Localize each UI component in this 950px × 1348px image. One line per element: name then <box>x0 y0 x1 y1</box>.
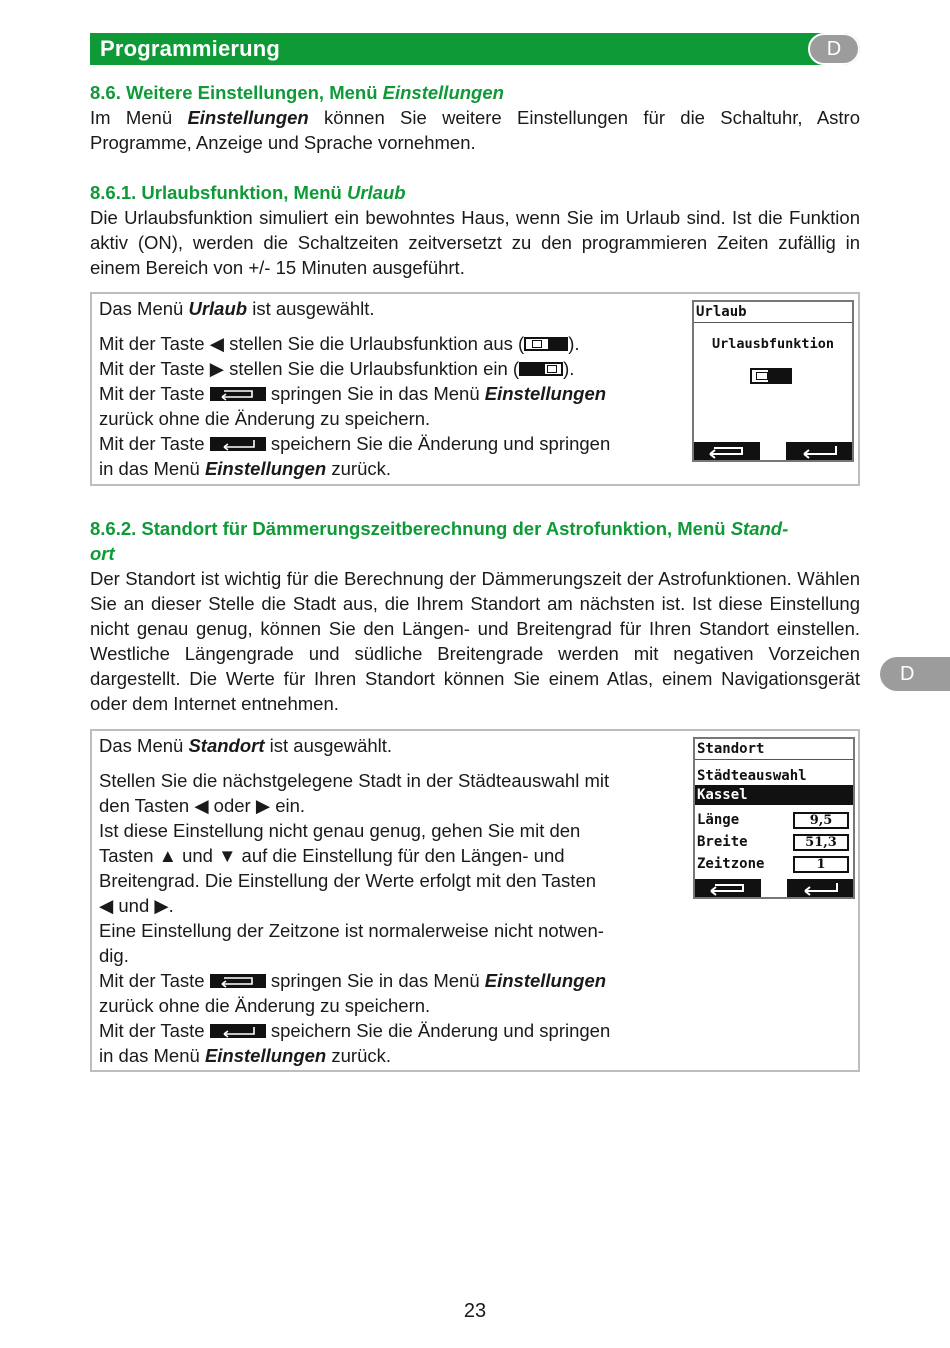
section-heading: 8.6. Weitere Einstellungen, Menü Einstellungen <box>90 82 504 103</box>
instruction-text: Das Menü Standort ist ausgewählt. Stellen Sie die nächstgelegene Stadt in der Städteauswahl mit den Tasten ◀ oder ▶ ein. Ist diese Einstellung nicht genau genug, gehen Sie mit den Tasten ▲ und ▼ auf die Einstellung für den Längen- und Breitengrad. Die Einstellung der Werte erfolgt mit den Tasten ◀ und ▶. Eine Einstellung der Zeitzone ist normalerweise nicht notwen- dig. Mit der Taste springen Sie in das Menü Einstellungen zurück ohne die Änderung zu speichern. Mit der Taste speichern Sie die Änderung und springen in das Menü Einstellungen zurück. <box>99 735 611 1066</box>
language-badge: D <box>808 33 860 65</box>
chapter-header <box>90 33 860 65</box>
language-side-tab: D <box>880 657 950 691</box>
lcd-standort-screen <box>693 737 855 899</box>
back-key-icon <box>210 387 266 401</box>
switch-on-icon <box>519 362 563 376</box>
lcd-value-zeitzone: 1 <box>793 856 849 873</box>
lcd-back-button <box>695 879 761 897</box>
lcd-title: Standort <box>695 739 853 760</box>
section-body: Der Standort ist wichtig für die Berechnung der Dämmerungszeit der Astrofunktionen. Wählen Sie an dieser Stelle die Stadt aus, die Ihrem Standort am nächsten ist. Ist diese Einstellung nicht genau genug, können Sie den Längen- und Breitengrad für Ihren Standort einstellen. Westliche Längengrade und südliche Breitengrade werden mit negativen Vorzeichen dargestellt. Die Werte für Ihren Standort können Sie einem Atlas, einem Navigationsgerät oder dem Internet entnehmen. <box>90 568 860 714</box>
lcd-back-button <box>694 442 760 460</box>
lcd-row-zeitzone: Zeitzone 1 <box>695 853 853 875</box>
chapter-title: Programmierung <box>100 36 281 61</box>
lcd-row-city-selected: Kassel <box>695 785 853 805</box>
section-body: Die Urlaubsfunktion simuliert ein bewohntes Haus, wenn Sie im Urlaub sind. Ist die Funktion aktiv (ON), werden die Schaltzeiten zeitversetzt zu den programmieren Zeiten zufällig in einem Bereich von +/- 15 Minuten ausgeführt. <box>90 207 860 278</box>
section-body: Im Menü Einstellungen können Sie weitere Einstellungen für die Schaltuhr, Astro Programme, Anzeige und Sprache vornehmen. <box>90 107 861 153</box>
instruction-box-standort <box>90 729 860 1072</box>
lcd-enter-button <box>786 442 852 460</box>
back-key-icon <box>210 974 266 988</box>
section-heading: 8.6.2. Standort für Dämmerungszeitberechnung der Astrofunktion, Menü Stand- ort <box>90 518 789 564</box>
lcd-enter-button <box>787 879 853 897</box>
section-8-6-1 <box>90 180 860 280</box>
enter-key-icon <box>210 437 266 451</box>
section-8-6-2 <box>90 516 860 716</box>
instruction-box-urlaub <box>90 292 860 486</box>
lcd-label: Urlausbfunktion <box>712 336 834 352</box>
section-8-6 <box>90 80 860 155</box>
lcd-row-breite: Breite 51,3 <box>695 831 853 853</box>
lcd-value-laenge: 9,5 <box>793 812 849 829</box>
lcd-row-laenge: Länge 9,5 <box>695 809 853 831</box>
lcd-switch-off-icon <box>750 368 792 384</box>
switch-off-icon <box>524 337 568 351</box>
instruction-text: Das Menü Urlaub ist ausgewählt. Mit der Taste ◀ stellen Sie die Urlaubsfunktion aus ( ). Mit der Taste ▶ stellen Sie die Urlaubsfunktion ein ( ). Mit der Taste springen Sie in das Menü Einstellungen zurück ohne die Änderung zu speichern. Mit der Taste speichern Sie die Änderung und springen in das Menü Einstellungen zurück. <box>99 298 611 479</box>
lcd-title: Urlaub <box>694 302 852 323</box>
lcd-urlaub-screen <box>692 300 854 462</box>
lcd-row-city-label: Städteauswahl <box>697 768 807 784</box>
section-heading: 8.6.1. Urlaubsfunktion, Menü Urlaub <box>90 182 406 203</box>
page-number: 23 <box>463 1300 487 1322</box>
enter-key-icon <box>210 1024 266 1038</box>
lcd-value-breite: 51,3 <box>793 834 849 851</box>
